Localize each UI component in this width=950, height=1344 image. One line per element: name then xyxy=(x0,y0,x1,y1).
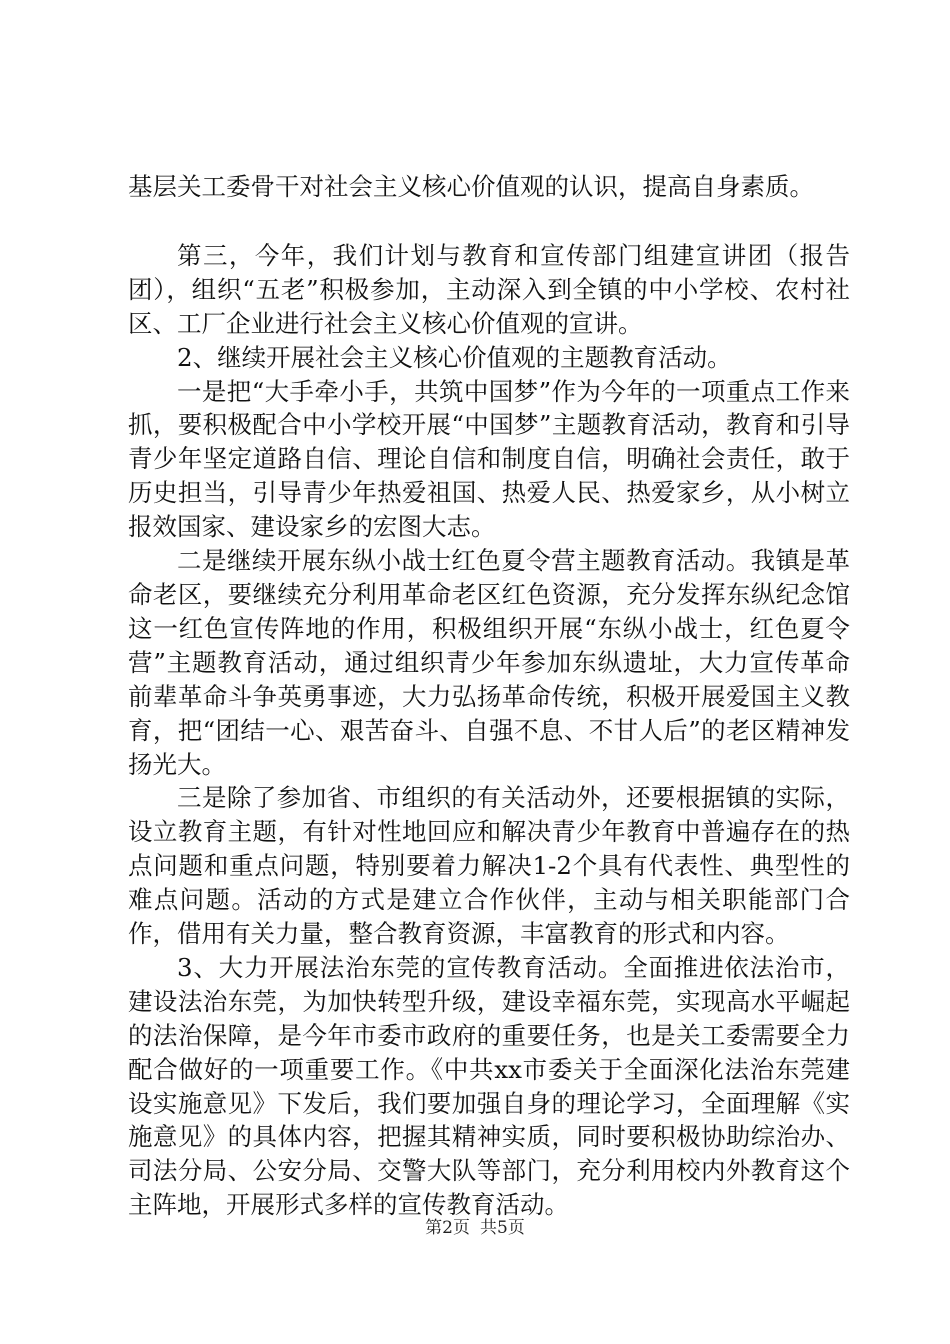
page-number: 第2页 xyxy=(425,1218,470,1238)
page-footer xyxy=(0,1213,950,1238)
paragraph-item-one: 一是把“大手牵小手，共筑中国梦”作为今年的一项重点工作来抓，要积极配合中小学校开展“中国梦”主题教育活动，教育和引导青少年坚定道路自信、理论自信和制度自信，明确社会责任，敢于历史担当，引导青少年热爱祖国、热爱人民、热爱家乡，从小树立报效国家、建设家乡的宏图大志。 xyxy=(128,376,850,542)
paragraph-section-2-heading: 2、继续开展社会主义核心价值观的主题教育活动。 xyxy=(177,342,732,372)
paragraph-item-three: 三是除了参加省、市组织的有关活动外，还要根据镇的实际，设立教育主题，有针对性地回应和解决青少年教育中普遍存在的热点问题和重点问题，特别要着力解决1-2个具有代表性、典型性的难点问题。活动的方式是建立合作伙伴，主动与相关职能部门合作，借用有关力量，整合教育资源，丰富教育的形式和内容。 xyxy=(128,783,850,949)
document-body xyxy=(128,170,850,1222)
paragraph-section-3: 3、大力开展法治东莞的宣传教育活动。全面推进依法治市，建设法治东莞，为加快转型升级，建设幸福东莞，实现高水平崛起的法治保障，是今年市委市政府的重要任务，也是关工委需要全力配合做好的一项重要工作。《中共xx市委关于全面深化法治东莞建设实施意见》下发后，我们要加强自身的理论学习，全面理解《实施意见》的具体内容，把握其精神实质，同时要积极协助综治办、司法分局、公安分局、交警大队等部门，充分利用校内外教育这个主阵地，开展形式多样的宣传教育活动。 xyxy=(128,952,850,1220)
page-total: 共5页 xyxy=(480,1218,525,1238)
paragraph-continuation: 基层关工委骨干对社会主义核心价值观的认识，提高自身素质。 xyxy=(128,172,814,201)
paragraph-third-point: 第三，今年，我们计划与教育和宣传部门组建宣讲团（报告团），组织“五老”积极参加，主动深入到全镇的中小学校、农村社区、工厂企业进行社会主义核心价值观的宣讲。 xyxy=(128,240,850,338)
paragraph-item-two: 二是继续开展东纵小战士红色夏令营主题教育活动。我镇是革命老区，要继续充分利用革命老区红色资源，充分发挥东纵纪念馆这一红色宣传阵地的作用，积极组织开展“东纵小战士，红色夏令营”主题教育活动，通过组织青少年参加东纵遗址，大力宣传革命前辈革命斗争英勇事迹，大力弘扬革命传统，积极开展爱国主义教育，把“团结一心、艰苦奋斗、自强不息、不甘人后”的老区精神发扬光大。 xyxy=(128,546,850,779)
